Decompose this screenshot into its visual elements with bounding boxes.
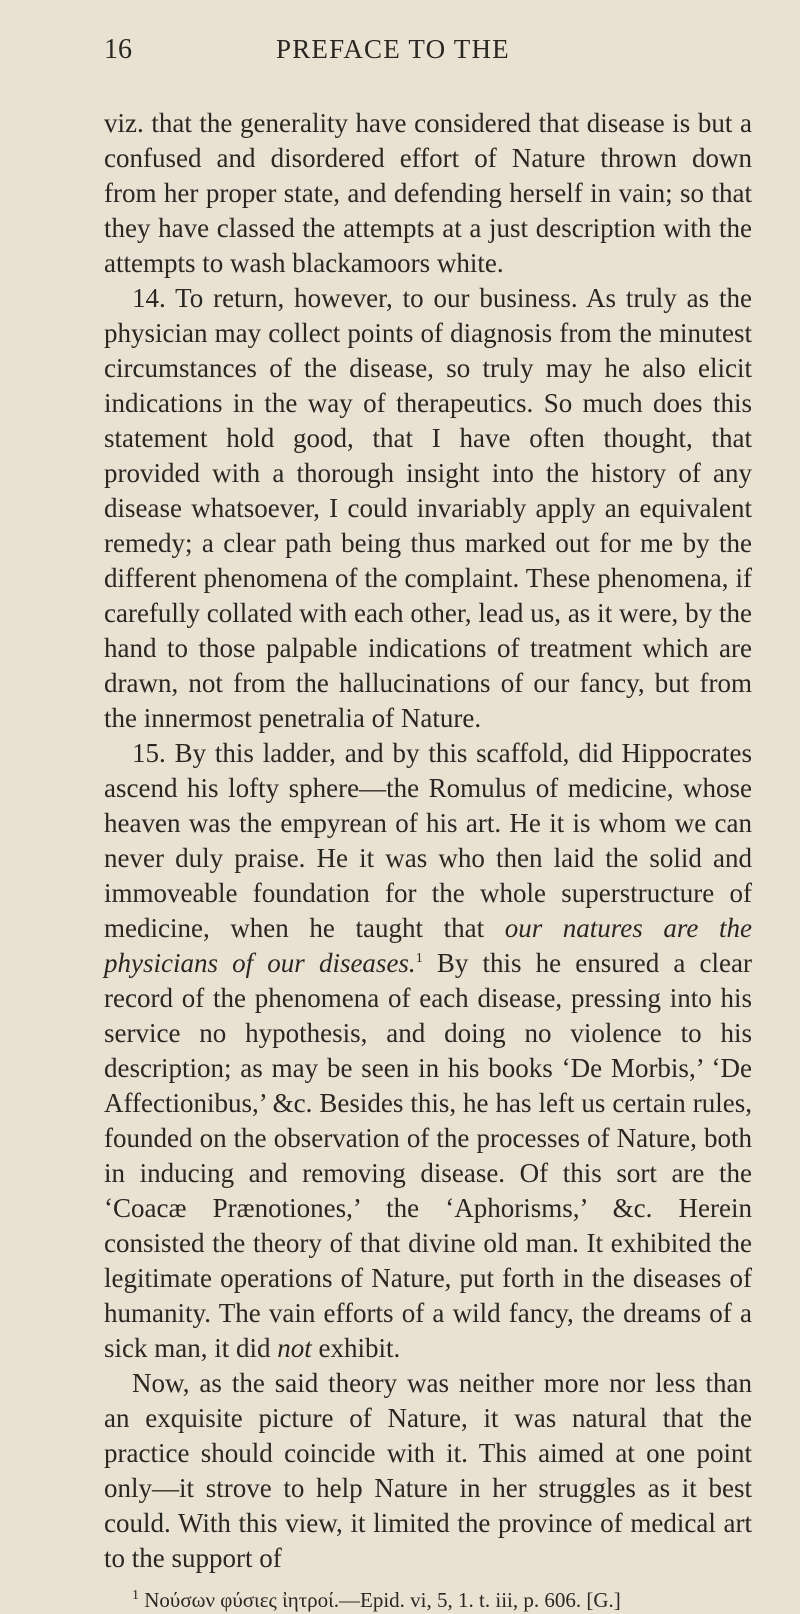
footnote xyxy=(104,1586,752,1614)
paragraph-14: 14. To return, however, to our business. As truly as the physician may collect points of diagnosis from the minutest circumstances of the disease, so truly may he also elicit indications in the way of therapeutics. So much does this statement hold good, that I have often thought, that provided with a thorough insight into the history of any disease whatsoever, I could invariably apply an equivalent remedy; a clear path being thus marked out for me by the different phenomena of the complaint. These phenomena, if carefully collated with each other, lead us, as it were, by the hand to those palpable indications of treatment which are drawn, not from the hallucinations of our fancy, but from the innermost penetralia of Nature. xyxy=(104,283,752,733)
page-number: 16 xyxy=(104,34,132,65)
footnote-mark: 1 xyxy=(132,1588,139,1603)
paragraph-15-italic-quote: our natures are the physicians of our diseases. xyxy=(104,913,752,978)
paragraph-15-text-a: 15. By this ladder, and by this scaffold, did Hippocrates ascend his lofty sphere—the Romulus of medicine, whose heaven was the empyrean of his art. He it is whom we can never duly praise. He it was who then laid the solid and immoveable foundation for the whole superstructure of medicine, when he taught that xyxy=(104,738,752,943)
paragraph-15-text-b: By this he ensured a clear record of the phenomena of each disease, pressing into his service no hypothesis, and doing no violence to his description; as may be seen in his books ‘De Morbis,’ ‘De Affectionibus,’ &c. Besides this, he has left us certain rules, founded on the observation of the processes of Nature, both in inducing and removing disease. Of this sort are the ‘Coacæ Prænotiones,’ the ‘Aphorisms,’ &c. Herein consisted the theory of that divine old man. It exhibited the legitimate operations of Nature, put forth in the diseases of humanity. The vain efforts of a wild fancy, the dreams of a sick man, it did xyxy=(104,948,752,1363)
paragraph-15-italic-not: not xyxy=(277,1333,312,1363)
paragraph-15 xyxy=(104,736,752,1366)
paragraph-15-text-c: exhibit. xyxy=(311,1333,401,1363)
footnote-text: Νούσων φύσιες ἰητροί.—Epid. vi, 5, 1. t. iii, p. 606. [G.] xyxy=(139,1588,621,1612)
paragraph-continuation: viz. that the generality have considered that disease is but a confused and disordered effort of Nature thrown down from her proper state, and defending herself in vain; so that they have classed the attempts at a just description with the attempts to wash blackamoors white. xyxy=(104,108,752,278)
footnote-reference: 1 xyxy=(415,951,423,966)
page-header xyxy=(104,34,752,74)
body-text xyxy=(104,106,752,1576)
running-head: PREFACE TO THE xyxy=(276,34,510,64)
paragraph-now: Now, as the said theory was neither more nor less than an exquisite picture of Nature, it was natural that the practice should coincide with it. This aimed at one point only—it strove to help Nature in her struggles as it best could. With this view, it limited the province of medical art to the support of xyxy=(104,1368,752,1573)
